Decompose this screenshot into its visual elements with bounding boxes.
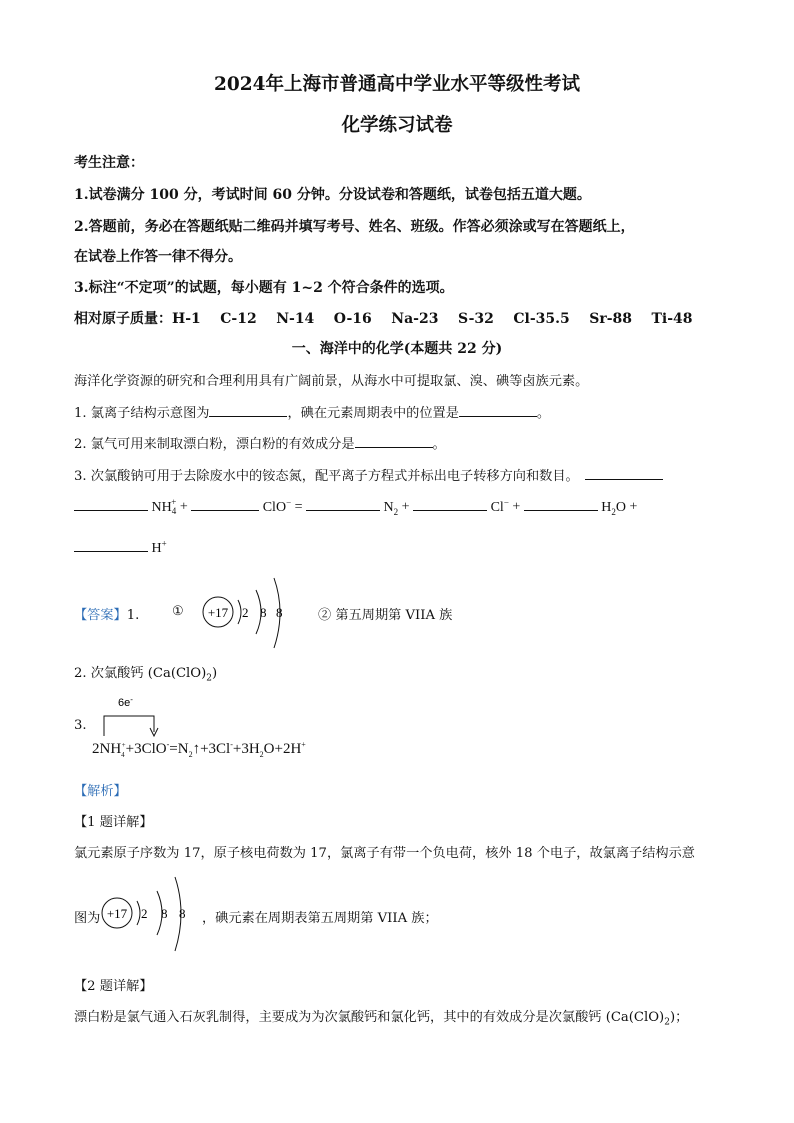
q2-blank[interactable] (355, 447, 433, 448)
q3-text: 3. 次氯酸钠可用于去除废水中的铵态氮，配平离子方程式并标出电子转移方向和数目。 (74, 469, 579, 484)
detail-1-heading: 【1 题详解】 (74, 815, 153, 830)
q1-blank-2[interactable] (459, 416, 537, 417)
notice-item-2b: 在试卷上作答一律不得分。 (74, 249, 242, 265)
answer-circle-1: ① (172, 604, 184, 619)
q2-text-b: 。 (432, 437, 446, 452)
eq-plus-1: + (179, 499, 188, 515)
notice-heading: 考生注意： (74, 155, 144, 171)
eq-h: H+ (151, 538, 167, 556)
answer-num-1: 1. (126, 608, 140, 623)
eq-plus-3: + (512, 499, 521, 515)
detail-2-text: 漂白粉是氯气通入石灰乳制得，主要成为为次氯酸钙和氯化钙，其中的有效成分是次氯酸钙 $(Ca(ClO)_2)$； (74, 1010, 689, 1028)
bohr-shell-3: 8 (276, 605, 283, 620)
eq-cl: Cl− (490, 497, 509, 515)
detail-1-tu: 图为 (74, 911, 101, 926)
q1-text-a: 1. 氯离子结构示意图为 (74, 406, 210, 421)
eq-equals: = (294, 499, 303, 515)
question-2 (74, 433, 446, 452)
bohr-shell-2b: 8 (161, 906, 168, 921)
q1-blank-1[interactable] (209, 416, 287, 417)
eq-clo: ClO− (262, 497, 292, 515)
electron-transfer-bracket (96, 692, 176, 740)
answer-2: 2. 次氯酸钙 $(Ca(ClO)_2)$ (74, 666, 218, 684)
detail-1-after: ，碘元素在周期表第五周期第 VIIA 族； (202, 911, 438, 926)
exam-subtitle: 化学练习试卷 (341, 115, 453, 136)
bohr-shell-1b: 2 (141, 906, 148, 921)
section-intro: 海洋化学资源的研究和合理利用具有广阔前景，从海水中可提取氯、溴、碘等卤族元素。 (74, 374, 589, 389)
electron-count: 6e- (118, 695, 133, 709)
bohr-diagram-answer (198, 572, 298, 652)
q3-blank-0[interactable] (585, 479, 663, 480)
equation-line-2 (74, 538, 167, 557)
detail-1-text: 氯元素原子序数为 17，原子核电荷数为 17，氯离子有带一个负电荷，核外 18 个电子，故氯离子结构示意 (74, 846, 695, 861)
coef-blank-h2o[interactable] (524, 510, 598, 511)
coef-blank-clo[interactable] (191, 510, 259, 511)
detail-2-heading: 【2 题详解】 (74, 979, 153, 994)
q2-text-a: 2. 氯气可用来制取漂白粉，漂白粉的有效成分是 (74, 437, 355, 452)
eq-plus-2: + (401, 499, 410, 515)
eq-h2o: $H_2O$ (601, 499, 627, 517)
answer-part-2 (318, 604, 452, 623)
eq-plus-4: + (629, 499, 638, 515)
answer-3-equation: $2NH_4^++3ClO^-=N_2↑+3Cl^-+3H_2O+2H^+$ (92, 740, 306, 759)
question-3 (74, 465, 663, 484)
eq-nh4: $NH_4^+$ (151, 497, 177, 517)
answer-label: 【答案】 (74, 608, 127, 623)
coef-blank-nh4[interactable] (74, 510, 148, 511)
atomic-mass-line: 相对原子质量：H-1 C-12 N-14 O-16 Na-23 S-32 Cl-35.5 Sr-88 Ti-48 (74, 311, 693, 327)
exam-title: 2024年上海市普通高中学业水平等级性考试 (214, 74, 580, 95)
notice-item-2a: 2.答题前，务必在答题纸贴二维码并填写考号、姓名、班级。作答必须涂或写在答题纸上， (74, 219, 635, 235)
q1-text-b: ，碘在元素周期表中的位置是 (287, 406, 459, 421)
eq-n2: $N_2$ (383, 499, 399, 517)
question-1 (74, 402, 550, 421)
bohr-shell-3b: 8 (179, 906, 186, 921)
analysis-label: 【解析】 (74, 784, 127, 799)
equation-line-1 (74, 497, 637, 516)
answer-period: 第五周期第 VIIA 族 (335, 608, 453, 623)
coef-blank-h[interactable] (74, 551, 148, 552)
bohr-nucleus-2: +17 (106, 906, 128, 921)
coef-blank-cl[interactable] (413, 510, 487, 511)
coef-blank-n2[interactable] (306, 510, 380, 511)
notice-item-3: 3.标注“不定项”的试题，每小题有 1~2 个符合条件的选项。 (74, 280, 454, 296)
notice-item-1: 1.试卷满分 100 分，考试时间 60 分钟。分设试卷和答题纸，试卷包括五道大题。 (74, 187, 591, 203)
answer-3-num: 3. (74, 718, 87, 733)
bohr-shell-2: 8 (260, 605, 267, 620)
answer-circle-2: ② (318, 608, 332, 623)
bohr-diagram-analysis (99, 873, 199, 953)
section-title: 一、海洋中的化学(本题共 22 分) (291, 341, 503, 357)
bohr-nucleus: +17 (207, 605, 229, 620)
bohr-shell-1: 2 (242, 605, 249, 620)
q1-text-c: 。 (536, 406, 551, 421)
answer-row (74, 604, 139, 623)
